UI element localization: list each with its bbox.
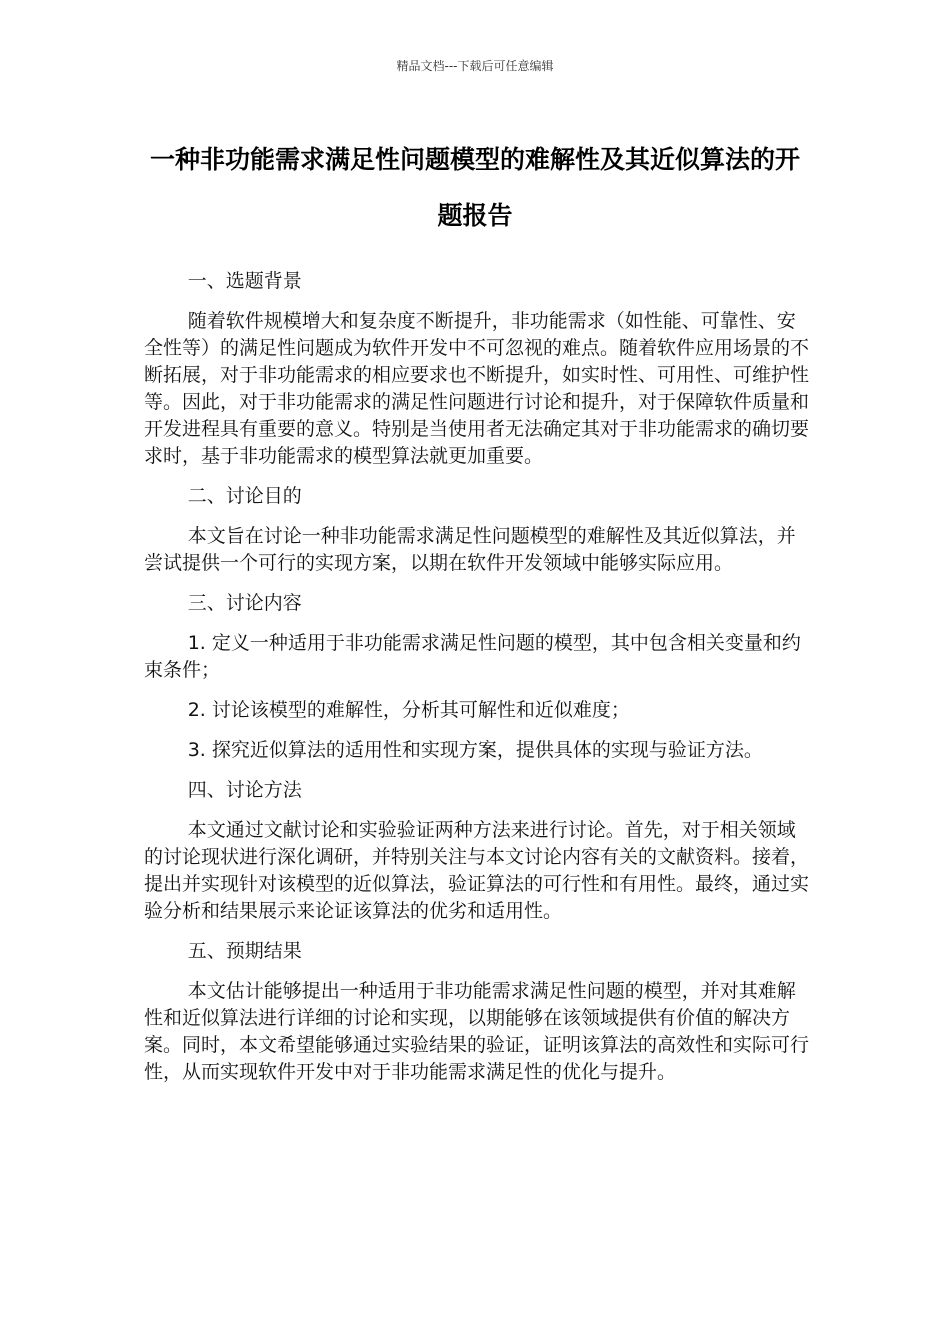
paragraph-background: 随着软件规模增大和复杂度不断提升，非功能需求（如性能、可靠性、安全性等）的满足性问题成为软件开发中不可忽视的难点。随着软件应用场景的不断拓展，对于非功能需求的相应要求也不断提升，如实时性、可用性、可维护性等。因此，对于非功能需求的满足性问题进行讨论和提升，对于保障软件质量和开发进程具有重要的意义。特别是当使用者无法确定其对于非功能需求的确切要求时，基于非功能需求的模型算法就更加重要。	[144, 310, 810, 467]
section-heading-background: 一、选题背景	[187, 270, 302, 292]
section-heading-content: 三、讨论内容	[187, 592, 302, 614]
section-heading-method: 四、讨论方法	[187, 779, 302, 801]
content-item-1: 1. 定义一种适用于非功能需求满足性问题的模型，其中包含相关变量和约束条件；	[144, 632, 801, 681]
header-note: 精品文档---下载后可任意编辑	[396, 59, 554, 73]
section-heading-purpose: 二、讨论目的	[187, 485, 302, 507]
section-heading-expected-results: 五、预期结果	[187, 940, 302, 962]
content-item-2: 2. 讨论该模型的难解性，分析其可解性和近似难度；	[187, 699, 630, 721]
document-body	[144, 268, 812, 1099]
paragraph-method: 本文通过文献讨论和实验验证两种方法来进行讨论。首先，对于相关领域的讨论现状进行深化调研，并特别关注与本文讨论内容有关的文献资料。接着，提出并实现针对该模型的近似算法，验证算法的可行性和有用性。最终，通过实验分析和结果展示来论证该算法的优劣和适用性。	[144, 819, 810, 922]
content-item-3: 3. 探究近似算法的适用性和实现方案，提供具体的实现与验证方法。	[187, 739, 763, 761]
document-title: 一种非功能需求满足性问题模型的难解性及其近似算法的开题报告	[149, 145, 800, 230]
paragraph-purpose: 本文旨在讨论一种非功能需求满足性问题模型的难解性及其近似算法，并尝试提供一个可行的实现方案，以期在软件开发领域中能够实际应用。	[144, 525, 796, 574]
paragraph-expected-results: 本文估计能够提出一种适用于非功能需求满足性问题的模型，并对其难解性和近似算法进行详细的讨论和实现，以期能够在该领域提供有价值的解决方案。同时，本文希望能够通过实验结果的验证，证明该算法的高效性和实际可行性，从而实现软件开发中对于非功能需求满足性的优化与提升。	[144, 980, 810, 1083]
